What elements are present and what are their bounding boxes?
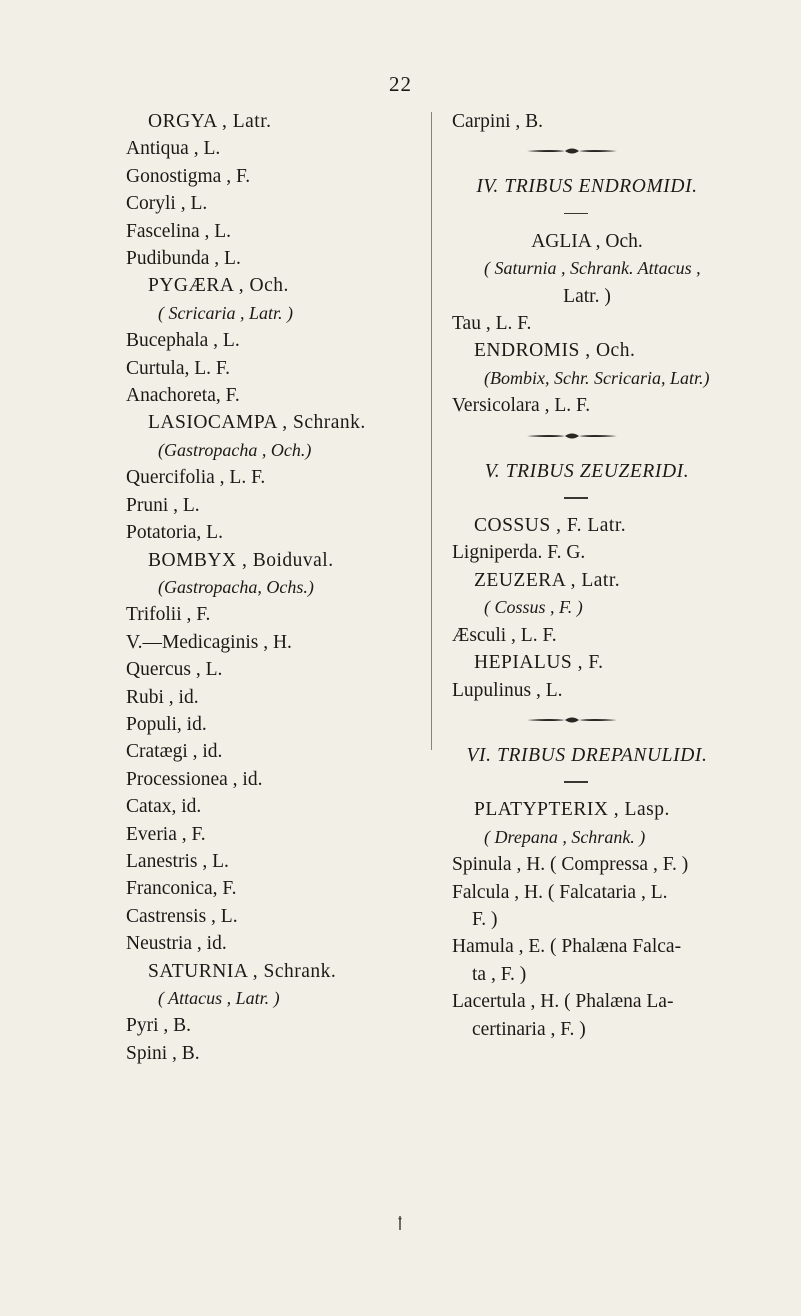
species-entry: Franconica, F. [126,878,237,900]
species-entry: Everia , F. [126,823,206,845]
species-entry: Neustria , id. [126,933,227,955]
genus-entry: ENDROMIS , Och. [474,340,636,362]
species-entry: Lanestris , L. [126,850,229,872]
genus-entry: ZEUZERA , Latr. [474,569,621,591]
species-entry: certinaria , F. ) [472,1018,586,1040]
species-entry: Curtula, L. F. [126,357,231,379]
margin-mark-icon [398,1216,402,1230]
ornament-rule-icon [527,430,617,442]
species-entry: Pruni , L. [126,494,200,516]
genus-entry: PYGÆRA , Och. [148,275,289,297]
synonym-entry: ( Saturnia , Schrank. Attacus , [484,258,701,279]
species-entry: Catax, id. [126,796,202,818]
species-entry: Spinula , H. ( Compressa , F. ) [452,854,689,876]
section-ornament [452,420,752,458]
synonym-entry: ( Drepana , Schrank. ) [484,826,646,847]
species-entry: Hamula , E. ( Phalæna Falca- [452,936,682,958]
species-entry: ta , F. ) [472,963,527,985]
species-entry: Castrensis , L. [126,905,238,927]
synonym-entry: ( Cossus , F. ) [484,597,583,618]
species-entry: Pudibunda , L. [126,248,241,270]
section-ornament [452,704,752,742]
species-entry: Potatoria, L. [126,522,223,544]
synonym-entry: ( Scricaria , Latr. ) [158,302,293,323]
left-column [126,108,426,1067]
species-entry: Gonostigma , F. [126,165,251,187]
species-entry: Quercifolia , L. F. [126,467,266,489]
species-entry: Ligniperda. F. G. [452,542,586,564]
species-entry: Fascelina , L. [126,220,232,242]
species-entry: Trifolii , F. [126,604,211,626]
synonym-entry: ( Attacus , Latr. ) [158,988,280,1008]
genus-entry: LASIOCAMPA , Schrank. [148,412,366,434]
species-entry: V.—Medicaginis , H. [126,631,292,653]
synonym-entry: (Gastropacha , Och.) [158,439,312,460]
rule-dash [564,781,588,783]
species-entry: Processionea , id. [126,768,263,790]
ornament-rule-icon [527,145,617,157]
tribe-heading: IV. TRIBUS ENDROMIDI. [476,176,698,198]
section-rule [452,485,752,512]
genus-entry: COSSUS , F. Latr. [474,515,627,537]
species-entry: Populi, id. [126,713,207,735]
page-number: 22 [389,72,412,96]
genus-entry: HEPIALUS , F. [474,652,604,674]
genus-entry: Latr. ) [563,285,611,307]
ornament-rule-icon [527,714,617,726]
species-entry: Tau , L. F. [452,313,532,335]
species-entry: Spini , B. [126,1042,200,1064]
column-divider [431,112,432,750]
genus-entry: BOMBYX , Boiduval. [148,549,334,571]
section-rule [452,769,752,796]
rule-dash [564,497,588,499]
species-entry: Rubi , id. [126,686,199,708]
synonym-entry: (Gastropacha, Ochs.) [158,576,314,597]
synonym-entry: (Bombix, Schr. Scricaria, Latr.) [484,367,710,388]
tribe-heading: V. TRIBUS ZEUZERIDI. [484,460,690,482]
section-rule [452,201,752,228]
species-entry: Lacertula , H. ( Phalæna La- [452,991,674,1013]
species-entry: Coryli , L. [126,193,208,215]
genus-entry: AGLIA , Och. [531,230,643,252]
species-entry: F. ) [472,908,498,930]
species-entry: Lupulinus , L. [452,679,563,701]
species-entry: Cratægi , id. [126,741,223,763]
species-entry: Æsculi , L. F. [452,624,557,646]
species-entry: Falcula , H. ( Falcataria , L. [452,881,668,903]
section-ornament [452,135,752,173]
species-entry: Carpini , B. [452,111,543,132]
rule-dash [564,213,588,215]
tribe-heading: VI. TRIBUS DREPANULIDI. [466,744,708,766]
genus-entry: ORGYA , Latr. [148,111,272,132]
species-entry: Versicolara , L. F. [452,395,591,417]
right-column [452,108,752,1043]
species-entry: Anachoreta, F. [126,385,240,407]
species-entry: Pyri , B. [126,1015,192,1037]
species-entry: Quercus , L. [126,659,223,681]
species-entry: Bucephala , L. [126,330,240,352]
species-entry: Antiqua , L. [126,138,221,160]
genus-entry: PLATYPTERIX , Lasp. [474,799,670,821]
genus-entry: SATURNIA , Schrank. [148,960,337,982]
